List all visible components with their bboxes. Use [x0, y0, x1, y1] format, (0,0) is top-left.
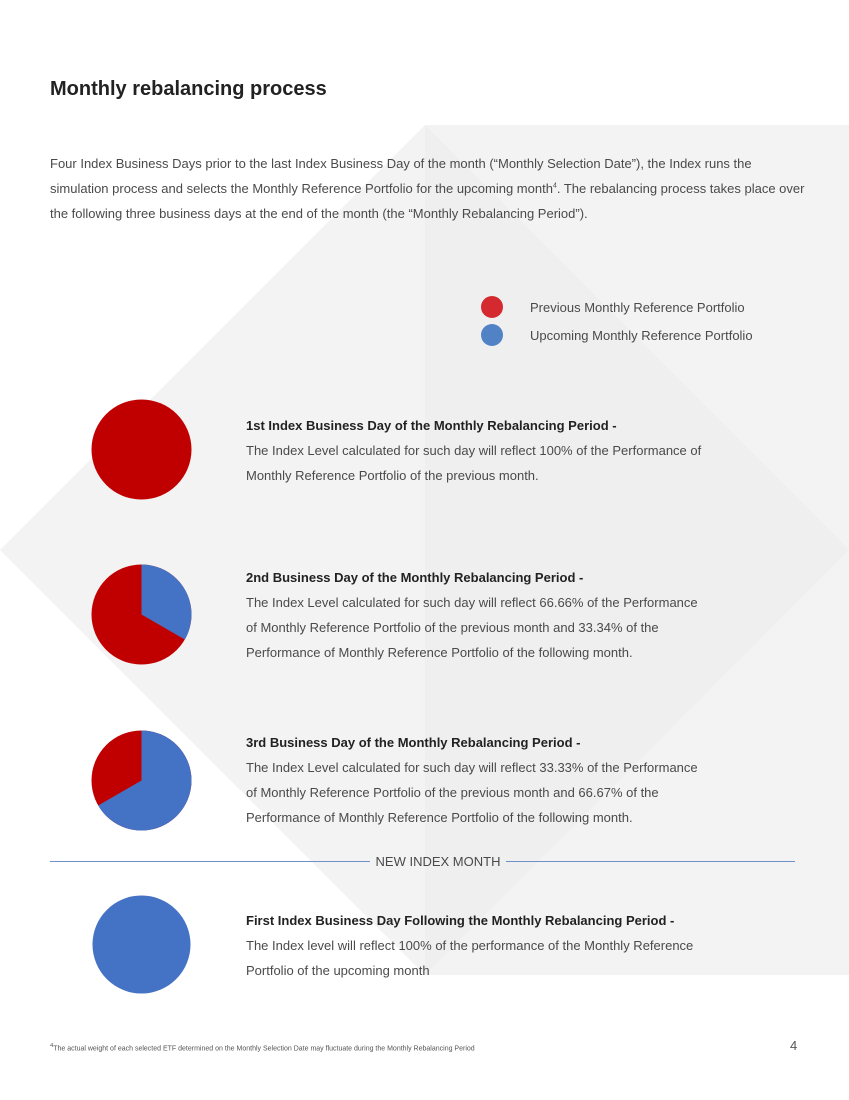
pie-slice-upcoming [92, 895, 190, 993]
step-3-line: The Index Level calculated for such day will reflect 33.33% of the Performance [246, 760, 698, 775]
pie-chart-step-2 [91, 564, 192, 665]
pie-chart-step-4 [92, 894, 191, 995]
footnote-marker: 4 [50, 1043, 54, 1049]
step-2-line: Performance of Monthly Reference Portfolio of the following month. [246, 645, 633, 660]
step-4-line: Portfolio of the upcoming month [246, 963, 430, 978]
new-index-month-divider [50, 853, 795, 871]
step-1-title: 1st Index Business Day of the Monthly Rebalancing Period - [246, 418, 617, 433]
step-2-description [246, 590, 766, 665]
step-3-title: 3rd Business Day of the Monthly Rebalancing Period - [246, 735, 581, 750]
step-2-title: 2nd Business Day of the Monthly Rebalancing Period - [246, 570, 584, 585]
legend-label-previous: Previous Monthly Reference Portfolio [530, 299, 745, 315]
step-4-title: First Index Business Day Following the Monthly Rebalancing Period - [246, 913, 675, 928]
pie-chart-step-3 [91, 730, 192, 831]
step-4-description [246, 933, 766, 983]
step-2-line: The Index Level calculated for such day will reflect 66.66% of the Performance [246, 595, 698, 610]
step-3-line: of Monthly Reference Portfolio of the previous month and 66.67% of the [246, 785, 659, 800]
footnote-reference: 4 [552, 182, 557, 190]
intro-text-part-2: . The rebalancing process takes place over the following three business days at the end of the month (the “Monthly Rebalancing Period”). [50, 181, 805, 221]
legend [481, 293, 753, 349]
footnote [50, 1043, 475, 1052]
step-1-line: Monthly Reference Portfolio of the previous month. [246, 468, 539, 483]
step-3-line: Performance of Monthly Reference Portfolio of the following month. [246, 810, 633, 825]
step-4 [246, 908, 766, 983]
page-title: Monthly rebalancing process [50, 78, 327, 100]
step-2-line: of Monthly Reference Portfolio of the previous month and 33.34% of the [246, 620, 659, 635]
pie-chart-step-1 [91, 399, 192, 500]
step-1-line: The Index Level calculated for such day will reflect 100% of the Performance of [246, 443, 702, 458]
legend-label-upcoming: Upcoming Monthly Reference Portfolio [530, 327, 753, 343]
pie-slice-previous [92, 400, 192, 500]
page-number: 4 [790, 1038, 798, 1053]
footnote-text: The actual weight of each selected ETF determined on the Monthly Selection Date may fluctuate during the Monthly Rebalancing Period [53, 1045, 475, 1053]
divider-line-left [50, 861, 370, 862]
legend-dot-previous [481, 296, 503, 318]
legend-item-upcoming [481, 321, 753, 349]
step-3-description [246, 755, 766, 830]
step-2 [246, 565, 766, 665]
divider-line-right [506, 861, 795, 862]
intro-text-part-1: Four Index Business Days prior to the last Index Business Day of the month (“Monthly Selection Date”), the Index runs the simulation process and selects the Monthly Reference Portfolio for the upcoming month [50, 156, 752, 196]
intro-paragraph [50, 151, 810, 226]
legend-item-previous [481, 293, 753, 321]
step-1 [246, 413, 766, 488]
legend-dot-upcoming [481, 324, 503, 346]
step-3 [246, 730, 766, 830]
step-4-line: The Index level will reflect 100% of the performance of the Monthly Reference [246, 938, 694, 953]
step-1-description [246, 438, 766, 488]
divider-label: NEW INDEX MONTH [375, 854, 501, 869]
